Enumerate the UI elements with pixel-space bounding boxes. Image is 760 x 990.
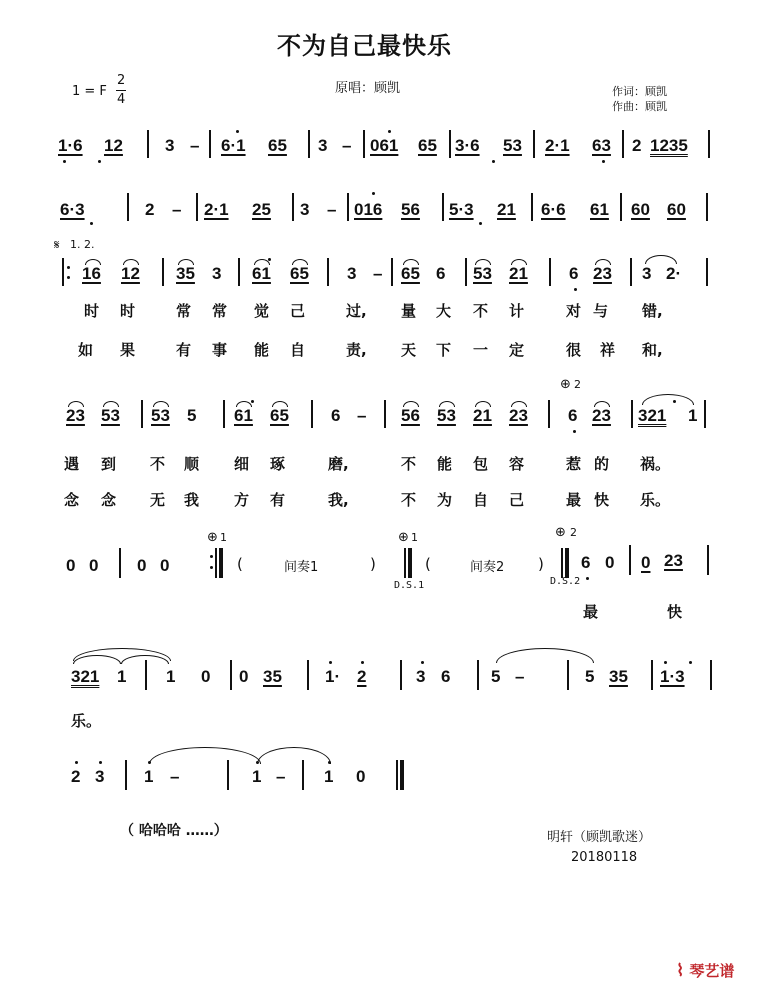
watermark-text: 琴艺谱: [689, 962, 735, 980]
page-title: 不为自己最快乐: [277, 32, 452, 60]
lyric: 量: [401, 302, 417, 320]
dal-segno-2: D.S.2: [550, 576, 581, 587]
note: 53: [101, 406, 120, 425]
note: 6: [568, 406, 578, 425]
lyric: 自: [290, 341, 306, 359]
note: 0: [160, 556, 170, 575]
note: –: [357, 406, 367, 425]
lyric: 过,: [346, 302, 367, 320]
lyric: 有: [270, 491, 286, 509]
coda-icon: ⊕: [398, 530, 409, 545]
note: 1·3: [660, 667, 685, 686]
lyric: 快: [667, 603, 683, 621]
note: 0: [356, 767, 366, 786]
lyric: 无: [150, 491, 166, 509]
note: 12: [104, 136, 123, 155]
lyric: 时: [120, 302, 136, 320]
lyric: 能: [437, 455, 453, 473]
note: 53: [437, 406, 456, 425]
note: 35: [176, 264, 195, 283]
lyric: 和,: [642, 341, 663, 359]
lyric: 定: [509, 341, 525, 359]
lyric: 我,: [328, 491, 349, 509]
note: 3: [347, 264, 357, 283]
note: 6: [581, 553, 591, 572]
note: 23: [664, 551, 683, 570]
note: 65: [418, 136, 437, 155]
lyric: 天: [401, 341, 417, 359]
lyric: 细: [234, 455, 250, 473]
note: 0: [239, 667, 249, 686]
lyric: 最: [566, 491, 582, 509]
note: 5: [491, 667, 501, 686]
note: 56: [401, 200, 420, 219]
lyric: 大: [436, 302, 452, 320]
note: 3: [95, 767, 105, 786]
lyric: 乐。: [71, 712, 102, 730]
note: 1: [117, 667, 127, 686]
lyric: 一: [473, 341, 489, 359]
note: –: [276, 767, 286, 786]
note: 3: [212, 264, 222, 283]
note: 3: [300, 200, 310, 219]
note: 53: [473, 264, 492, 283]
lyric: 下: [436, 341, 452, 359]
segno-icon: 𝄋: [54, 238, 60, 253]
note: 6: [569, 264, 579, 283]
note: 63: [592, 136, 611, 155]
note: 321: [71, 667, 100, 686]
note: 0: [605, 553, 615, 572]
lyric: 我: [184, 491, 200, 509]
lyric: 责,: [346, 341, 367, 359]
lyric: 最: [583, 603, 599, 621]
note: –: [515, 667, 525, 686]
note: –: [172, 200, 182, 219]
note: 5: [187, 406, 197, 425]
note: 23: [66, 406, 85, 425]
note: 65: [270, 406, 289, 425]
note: 21: [509, 264, 528, 283]
note: 1: [144, 767, 154, 786]
lyric: 方: [234, 491, 250, 509]
note: 2·: [666, 264, 682, 283]
lyric: 觉: [254, 302, 270, 320]
note: 1·: [325, 667, 341, 686]
interlude-close-paren: ): [538, 555, 544, 573]
note: 0: [201, 667, 211, 686]
note: 2: [357, 667, 367, 686]
lyric: 常: [176, 302, 192, 320]
lyric: 念: [101, 491, 117, 509]
interlude-2-label: 间奏2: [470, 560, 505, 575]
singer-credit: 原唱：顾凯: [335, 81, 401, 96]
interlude-1-label: 间奏1: [284, 560, 319, 575]
coda-icon: ⊕: [207, 530, 218, 545]
lyric: 不: [401, 455, 417, 473]
note: 016: [354, 200, 383, 219]
lyricist-credit: 作词：顾凯: [612, 85, 667, 98]
coda-number: 2: [570, 526, 577, 539]
note: 21: [473, 406, 492, 425]
note: 1: [688, 406, 698, 425]
note: 35: [263, 667, 282, 686]
lyric: 祥: [600, 341, 616, 359]
lyric: 错,: [642, 302, 663, 320]
note: 6·3: [60, 200, 85, 219]
lyric: 顺: [184, 455, 200, 473]
note: 12: [121, 264, 140, 283]
note: 61: [590, 200, 609, 219]
lyric: 琢: [270, 455, 286, 473]
note: 53: [151, 406, 170, 425]
lyric: 为: [437, 491, 453, 509]
lyric: 容: [509, 455, 525, 473]
lyric: 如: [78, 341, 94, 359]
lyric: 计: [509, 302, 525, 320]
coda-number: 2: [574, 378, 581, 391]
note: 1·6: [58, 136, 83, 155]
note: 2·1: [204, 200, 229, 219]
lyric: 遇: [64, 455, 80, 473]
note: –: [190, 136, 200, 155]
note: 0: [89, 556, 99, 575]
lyric: 能: [254, 341, 270, 359]
time-signature-bottom: 4: [117, 92, 126, 107]
note: 6: [441, 667, 451, 686]
note: 3: [165, 136, 175, 155]
lyric: 不: [401, 491, 417, 509]
laughter-note: （ 哈哈哈 ……）: [120, 823, 228, 839]
date-stamp: 20180118: [571, 850, 638, 865]
note: 061: [370, 136, 399, 155]
lyric: 祸。: [640, 455, 671, 473]
lyric: 惹: [566, 455, 582, 473]
note: 2: [71, 767, 81, 786]
lyric: 不: [473, 302, 489, 320]
note: 6·6: [541, 200, 566, 219]
note: 6·1: [221, 136, 246, 155]
lyric: 的: [594, 455, 610, 473]
lyric: 常: [212, 302, 228, 320]
note: 2: [632, 136, 642, 155]
note: 2·1: [545, 136, 570, 155]
lyric: 己: [290, 302, 306, 320]
note: 65: [290, 264, 309, 283]
note: 23: [592, 406, 611, 425]
lyric: 乐。: [640, 491, 671, 509]
note: 16: [82, 264, 101, 283]
lyric: 对: [566, 302, 582, 320]
interlude-close-paren: ): [370, 555, 376, 573]
coda-number: 1: [411, 531, 418, 544]
note: 21: [497, 200, 516, 219]
lyric: 不: [150, 455, 166, 473]
note: 25: [252, 200, 271, 219]
coda-icon: ⊕: [560, 377, 571, 392]
note: 61: [234, 406, 253, 425]
note: 65: [401, 264, 420, 283]
note: 3: [416, 667, 426, 686]
repeat-endings-label: 1. 2.: [70, 238, 95, 251]
note: 3·6: [455, 136, 480, 155]
note: 3: [642, 264, 652, 283]
note: 1235: [650, 136, 688, 155]
lyric: 有: [176, 341, 192, 359]
note: 1: [166, 667, 176, 686]
coda-icon: ⊕: [555, 525, 566, 540]
lyric: 事: [212, 341, 228, 359]
note: 61: [252, 264, 271, 283]
note: –: [373, 264, 383, 283]
lyric: 快: [594, 491, 610, 509]
note: 0: [137, 556, 147, 575]
dal-segno-1: D.S.1: [394, 580, 425, 591]
lyric: 自: [473, 491, 489, 509]
note: 6: [331, 406, 341, 425]
interlude-open-paren: (: [425, 555, 431, 573]
note: 321: [638, 406, 667, 425]
note: 56: [401, 406, 420, 425]
note: –: [342, 136, 352, 155]
note: 53: [503, 136, 522, 155]
watermark-logo-icon: ⌇: [676, 961, 685, 981]
note: 35: [609, 667, 628, 686]
note: 60: [667, 200, 686, 219]
note: 0: [641, 553, 651, 572]
coda-number: 1: [220, 531, 227, 544]
note: 23: [509, 406, 528, 425]
note: –: [170, 767, 180, 786]
note: 23: [593, 264, 612, 283]
lyric: 包: [473, 455, 489, 473]
note: 0: [66, 556, 76, 575]
note: 5·3: [449, 200, 474, 219]
note: –: [327, 200, 337, 219]
lyric: 与: [593, 302, 609, 320]
time-signature-top: 2: [117, 73, 126, 88]
lyric: 念: [64, 491, 80, 509]
composer-credit: 作曲：顾凯: [612, 100, 667, 113]
interlude-open-paren: (: [237, 555, 243, 573]
note: 1: [252, 767, 262, 786]
lyric: 到: [101, 455, 117, 473]
arranger-credit: 明轩（顾凯歌迷）: [547, 830, 652, 845]
lyric: 己: [509, 491, 525, 509]
note: 65: [268, 136, 287, 155]
time-signature-line: [116, 90, 126, 91]
note: 1: [324, 767, 334, 786]
note: 60: [631, 200, 650, 219]
lyric: 果: [120, 341, 136, 359]
note: 2: [145, 200, 155, 219]
lyric: 磨,: [328, 455, 349, 473]
note: 6: [436, 264, 446, 283]
lyric: 很: [566, 341, 582, 359]
key-signature: 1 = F: [72, 84, 107, 99]
watermark: [676, 960, 734, 981]
note: 5: [585, 667, 595, 686]
lyric: 时: [84, 302, 100, 320]
note: 3: [318, 136, 328, 155]
